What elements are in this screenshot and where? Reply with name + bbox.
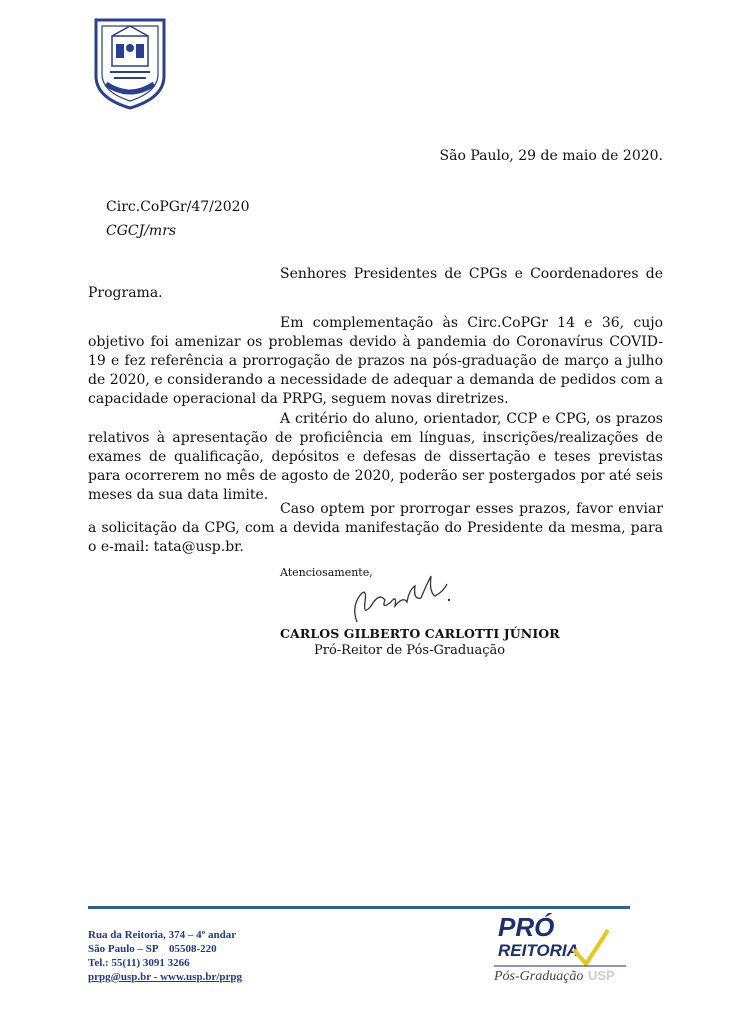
signer-name: CARLOS GILBERTO CARLOTTI JÚNIOR — [280, 626, 560, 641]
svg-text:Pós-Graduação: Pós-Graduação — [494, 969, 584, 984]
svg-text:REITORIA: REITORIA — [498, 941, 579, 960]
salutation: Senhores Presidentes de CPGs e Coordenadores de Programa. — [88, 266, 663, 301]
signer-title: Pró-Reitor de Pós-Graduação — [314, 643, 506, 658]
svg-text:USP: USP — [588, 968, 615, 983]
paragraph-1: Em complementação às Circ.CoPGr 14 e 36, cujo objetivo foi amenizar os problemas devido à pandemia do Coronavírus COVID-19 e fez referência a prorrogação de prazos na pós-graduação de março a julho de 2020, e considerando a necessidade de adequar a demanda de pedidos com a capacidade operacional da PRPG, seguem novas diretrizes. — [88, 315, 663, 407]
author-initials: CGCJ/mrs — [106, 223, 177, 239]
contact-links[interactable]: prpg@usp.br - www.usp.br/prpg — [88, 971, 242, 983]
university-seal-logo — [92, 14, 168, 110]
letter-date: São Paulo, 29 de maio de 2020. — [439, 148, 663, 164]
circular-reference: Circ.CoPGr/47/2020 — [106, 199, 250, 215]
footer-divider — [88, 906, 630, 909]
svg-text:PRÓ: PRÓ — [498, 912, 555, 942]
address-line-2: São Paulo – SP 05508-220 — [88, 943, 217, 955]
closing: Atenciosamente, — [280, 566, 373, 579]
pro-reitoria-logo — [490, 910, 630, 986]
handwritten-signature — [345, 566, 465, 628]
footer-address — [88, 928, 242, 984]
address-line-1: Rua da Reitoria, 374 – 4º andar — [88, 929, 237, 941]
paragraph-2: A critério do aluno, orientador, CCP e CPG, os prazos relativos à apresentação de proficiência em línguas, inscrições/realizações de exames de qualificação, depósitos e defesas de dissertação e teses previstas para ocorrerem no mês de agosto de 2020, poderão ser postergados por até seis meses da sua data limite. — [88, 411, 663, 503]
phone: Tel.: 55(11) 3091 3266 — [88, 957, 190, 969]
paragraph-3: Caso optem por prorrogar esses prazos, favor enviar a solicitação da CPG, com a devida manifestação do Presidente da mesma, para o e-mail: tata@usp.br. — [88, 501, 663, 555]
